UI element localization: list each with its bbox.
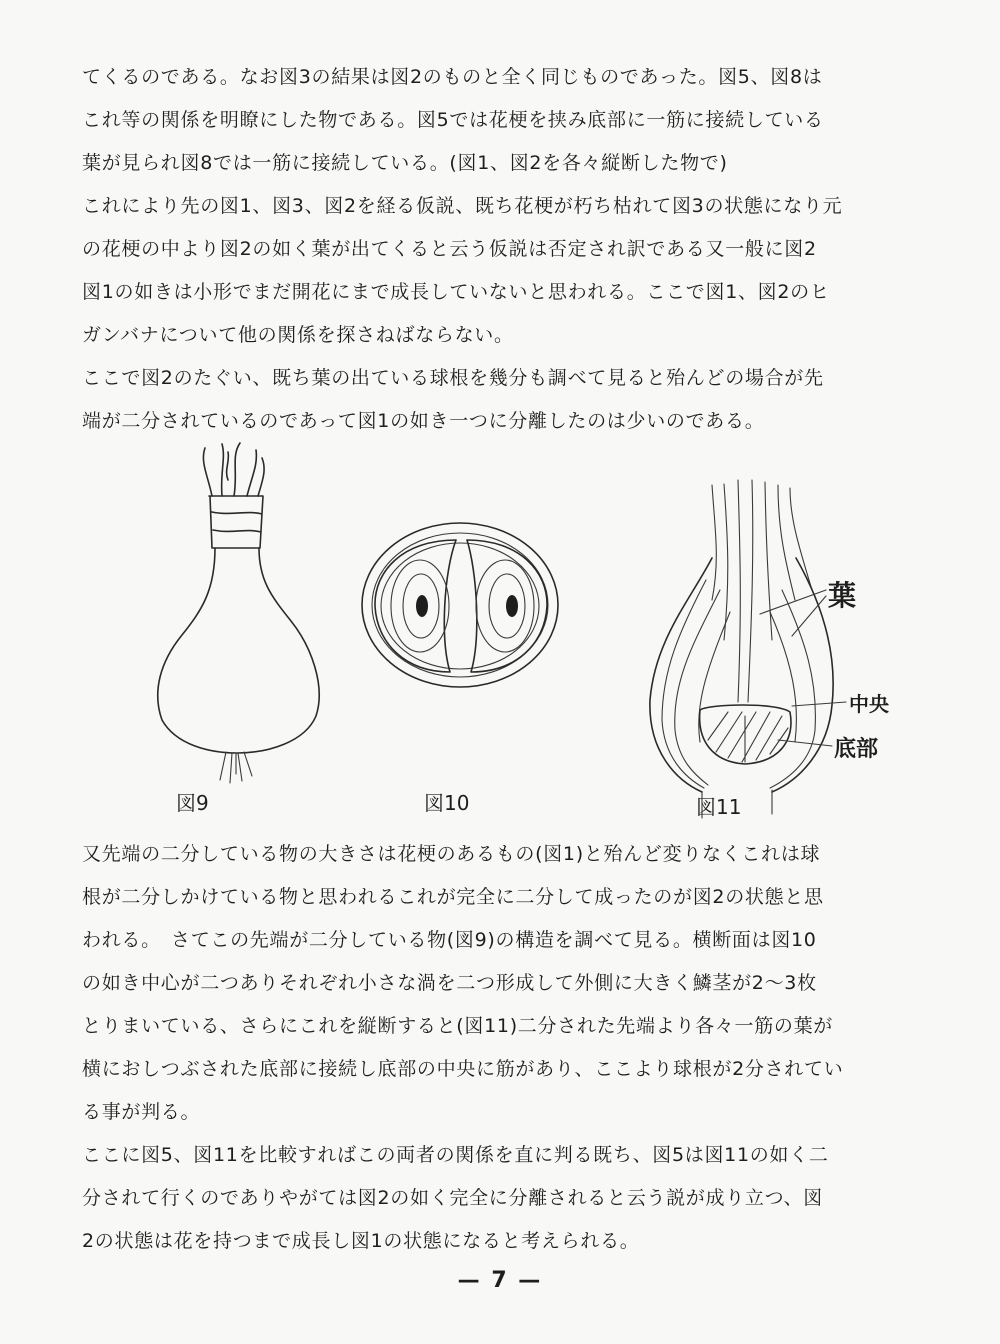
- text-line: ここに図5、図11を比較すればこの両者の関係を直に判る既ち、図5は図11の如く二: [82, 1144, 829, 1166]
- text-line: 又先端の二分している物の大きさは花梗のあるもの(図1)と殆んど変りなくこれは球: [82, 843, 821, 865]
- figure-panel: [0, 440, 1000, 832]
- text-line: とりまいている、さらにこれを縦断すると(図11)二分された先端より各々一筋の葉が: [82, 1015, 834, 1037]
- center-label: 中央: [849, 692, 889, 716]
- figure-11-longitudinal-section: [650, 480, 889, 819]
- bulb-collar: [209, 496, 263, 548]
- figure-9-caption: 図9: [176, 791, 209, 815]
- figure-11-caption: 図11: [696, 795, 742, 819]
- text-line: ここで図2のたぐい、既ち葉の出ている球根を幾分も調べて見ると殆んどの場合が先: [82, 367, 824, 389]
- bulb-sprouts: [203, 443, 264, 496]
- page-number: — 7 —: [457, 1268, 543, 1293]
- text-line: われる。 さてこの先端が二分している物(図9)の構造を調べて見る。横断面は図10: [82, 929, 817, 951]
- lower-paragraph: [82, 833, 922, 1263]
- text-line: てくるのである。なお図3の結果は図2のものと全く同じものであった。図5、図8は: [82, 66, 823, 88]
- bulb-outline: [158, 548, 319, 753]
- text-line: 分されて行くのでありやがては図2の如く完全に分離されると云う説が成り立つ、図: [82, 1187, 823, 1209]
- leaf-strands: [712, 480, 812, 702]
- text-line: これにより先の図1、図3、図2を経る仮説、既ち花梗が朽ち枯れて図3の状態になり元: [82, 195, 843, 217]
- text-line: 葉が見られ図8では一筋に接続している。(図1、図2を各々縦断した物で): [82, 152, 728, 174]
- text-line: 端が二分されているのであって図1の如き一つに分離したのは少いのである。: [82, 410, 765, 432]
- figure-10-cross-section: [362, 523, 558, 815]
- upper-paragraph: [82, 56, 922, 443]
- cross-section-left-lobe: [375, 540, 456, 672]
- leaf-label: 葉: [828, 579, 857, 612]
- text-line: 根が二分しかけている物と思われるこれが完全に二分して成ったのが図2の状態と思: [82, 886, 824, 908]
- text-line: の花梗の中より図2の如く葉が出てくると云う仮説は否定され訳である又一般に図2: [82, 238, 817, 260]
- center-leader-line: [792, 702, 846, 706]
- text-line: 横におしつぶされた底部に接続し底部の中央に筋があり、ここより球根が2分されてい: [82, 1058, 844, 1080]
- text-line: ガンバナについて他の関係を探さねばならない。: [82, 324, 514, 346]
- right-lobe-center: [506, 595, 518, 617]
- text-line: 図1の如きは小形でまだ開花にまで成長していないと思われる。ここで図1、図2のヒ: [82, 281, 830, 303]
- left-lobe-center: [416, 595, 428, 617]
- text-line: る事が判る。: [82, 1101, 201, 1123]
- text-line: これ等の関係を明瞭にした物である。図5では花梗を挟み底部に一筋に接続している: [82, 109, 824, 131]
- text-line: の如き中心が二つありそれぞれ小さな渦を二つ形成して外側に大きく鱗茎が2～3枚: [82, 972, 817, 994]
- bulb-roots: [220, 752, 252, 783]
- figure-10-caption: 図10: [424, 791, 470, 815]
- figure-9-bulb-drawing: [158, 443, 319, 815]
- text-line: 2の状態は花を持つまで成長し図1の状態になると考えられる。: [82, 1230, 640, 1252]
- bottom-label: 底部: [834, 737, 879, 762]
